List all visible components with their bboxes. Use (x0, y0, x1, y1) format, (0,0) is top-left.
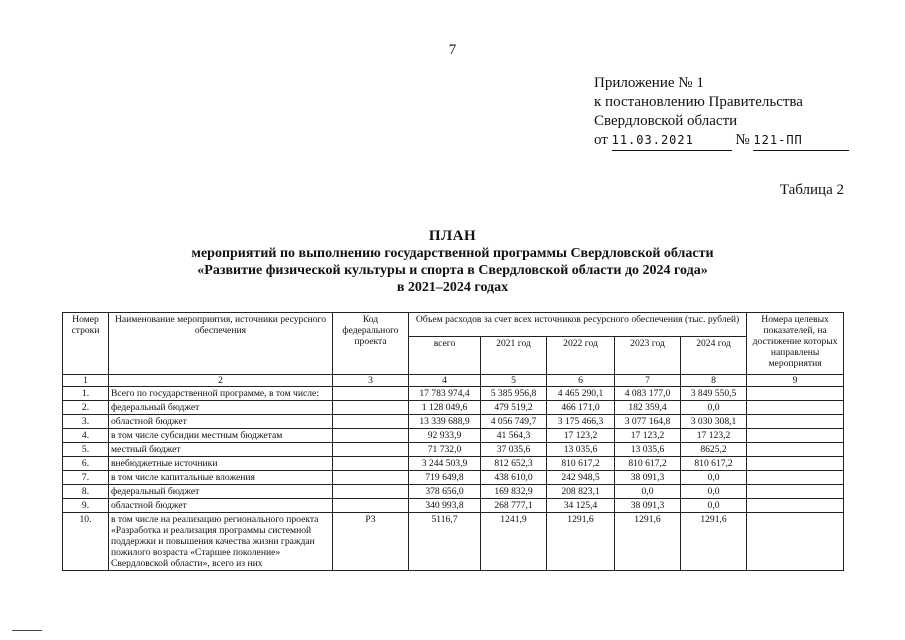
row-2021-cell: 438 610,0 (481, 471, 547, 485)
row-2021-cell: 41 564,3 (481, 429, 547, 443)
number-value: 121-ПП (753, 133, 803, 147)
row-total-cell: 5116,7 (409, 513, 481, 571)
row-number-cell: 5. (63, 443, 109, 457)
row-2022-cell: 17 123,2 (547, 429, 615, 443)
title-line-3: «Развитие физической культуры и спорта в Свердловской области до 2024 года» (197, 263, 708, 278)
page-edge-mark (12, 630, 42, 631)
row-name-cell: областной бюджет (109, 499, 333, 513)
row-number-cell: 10. (63, 513, 109, 571)
table-row (63, 485, 844, 499)
row-code-cell (333, 415, 409, 429)
row-2021-cell: 4 056 749,7 (481, 415, 547, 429)
header-2022: 2022 год (547, 337, 615, 375)
column-number: 7 (615, 375, 681, 387)
row-2024-cell: 0,0 (681, 485, 747, 499)
row-total-cell: 71 732,0 (409, 443, 481, 457)
row-2022-cell: 13 035,6 (547, 443, 615, 457)
header-code: Код федерального проекта (333, 313, 409, 375)
row-code-cell (333, 485, 409, 499)
row-targets-cell (747, 387, 844, 401)
row-2021-cell: 479 519,2 (481, 401, 547, 415)
row-name-cell: внебюджетные источники (109, 457, 333, 471)
appendix-block (594, 74, 849, 151)
column-number: 3 (333, 375, 409, 387)
header-2021: 2021 год (481, 337, 547, 375)
table-row (63, 415, 844, 429)
row-number-cell: 2. (63, 401, 109, 415)
row-2021-cell: 1241,9 (481, 513, 547, 571)
row-targets-cell (747, 443, 844, 457)
row-number-cell: 9. (63, 499, 109, 513)
row-number-cell: 3. (63, 415, 109, 429)
row-2022-cell: 3 175 466,3 (547, 415, 615, 429)
column-number: 6 (547, 375, 615, 387)
header-targets: Номера целевых показателей, на достижение которых направлены мероприятия (747, 313, 844, 375)
row-targets-cell (747, 471, 844, 485)
row-name-cell: федеральный бюджет (109, 401, 333, 415)
row-total-cell: 1 128 049,6 (409, 401, 481, 415)
column-number: 2 (109, 375, 333, 387)
row-number-cell: 8. (63, 485, 109, 499)
table-row (63, 457, 844, 471)
column-number: 9 (747, 375, 844, 387)
row-code-cell (333, 457, 409, 471)
row-code-cell (333, 471, 409, 485)
row-2023-cell: 182 359,4 (615, 401, 681, 415)
column-number: 8 (681, 375, 747, 387)
column-number: 1 (63, 375, 109, 387)
table-row (63, 513, 844, 571)
row-2023-cell: 810 617,2 (615, 457, 681, 471)
plan-table (62, 312, 844, 571)
table-row (63, 471, 844, 485)
row-2024-cell: 0,0 (681, 499, 747, 513)
row-targets-cell (747, 401, 844, 415)
row-2024-cell: 3 030 308,1 (681, 415, 747, 429)
row-2023-cell: 3 077 164,8 (615, 415, 681, 429)
row-code-cell (333, 401, 409, 415)
row-number-cell: 1. (63, 387, 109, 401)
row-name-cell: местный бюджет (109, 443, 333, 457)
row-total-cell: 719 649,8 (409, 471, 481, 485)
title-line-2: мероприятий по выполнению государственной программы Свердловской области (191, 246, 714, 261)
row-total-cell: 3 244 503,9 (409, 457, 481, 471)
row-targets-cell (747, 429, 844, 443)
row-name-cell: федеральный бюджет (109, 485, 333, 499)
date-prefix: от (594, 132, 608, 148)
title-main: ПЛАН (428, 228, 477, 244)
row-name-cell: областной бюджет (109, 415, 333, 429)
row-name-cell: в том числе капитальные вложения (109, 471, 333, 485)
row-targets-cell (747, 415, 844, 429)
row-2023-cell: 38 091,3 (615, 471, 681, 485)
row-2024-cell: 8625,2 (681, 443, 747, 457)
row-number-cell: 6. (63, 457, 109, 471)
header-name: Наименование мероприятия, источники ресурсного обеспечения (109, 313, 333, 375)
header-volume: Объем расходов за счет всех источников ресурсного обеспечения (тыс. рублей) (409, 313, 747, 337)
row-2024-cell: 810 617,2 (681, 457, 747, 471)
row-2021-cell: 169 832,9 (481, 485, 547, 499)
row-number-cell: 4. (63, 429, 109, 443)
table-row (63, 387, 844, 401)
row-name-cell: в том числе субсидии местным бюджетам (109, 429, 333, 443)
row-2021-cell: 812 652,3 (481, 457, 547, 471)
title-line-4: в 2021–2024 годах (396, 280, 509, 295)
appendix-title: Приложение № 1 (594, 75, 704, 91)
row-name-cell: Всего по государственной программе, в том числе: (109, 387, 333, 401)
column-number: 4 (409, 375, 481, 387)
column-numbers-row (63, 375, 844, 387)
row-total-cell: 378 656,0 (409, 485, 481, 499)
column-number: 5 (481, 375, 547, 387)
row-2021-cell: 5 385 956,8 (481, 387, 547, 401)
table-row (63, 499, 844, 513)
row-2024-cell: 17 123,2 (681, 429, 747, 443)
row-2023-cell: 1291,6 (615, 513, 681, 571)
row-targets-cell (747, 485, 844, 499)
row-targets-cell (747, 513, 844, 571)
page-number: 7 (448, 42, 457, 58)
row-code-cell (333, 499, 409, 513)
row-2024-cell: 0,0 (681, 471, 747, 485)
row-targets-cell (747, 499, 844, 513)
row-2023-cell: 17 123,2 (615, 429, 681, 443)
row-2024-cell: 3 849 550,5 (681, 387, 747, 401)
row-2023-cell: 38 091,3 (615, 499, 681, 513)
appendix-line-2: к постановлению Правительства (594, 94, 803, 110)
row-2024-cell: 1291,6 (681, 513, 747, 571)
row-code-cell (333, 443, 409, 457)
appendix-date-line (594, 131, 849, 151)
number-prefix: № (735, 132, 750, 148)
row-total-cell: 340 993,8 (409, 499, 481, 513)
row-2023-cell: 13 035,6 (615, 443, 681, 457)
row-2022-cell: 34 125,4 (547, 499, 615, 513)
table-row (63, 443, 844, 457)
row-2021-cell: 268 777,1 (481, 499, 547, 513)
header-total: всего (409, 337, 481, 375)
row-2022-cell: 466 171,0 (547, 401, 615, 415)
table-row (63, 429, 844, 443)
row-code-cell (333, 387, 409, 401)
row-2023-cell: 0,0 (615, 485, 681, 499)
date-value: 11.03.2021 (611, 133, 694, 147)
row-name-cell: в том числе на реализацию регионального проекта «Разработка и реализация программы системной поддержки и повышения качества жизни граждан пожилого возраста «Старшее поколение» Свердловской области», всего из них (109, 513, 333, 571)
row-code-cell (333, 429, 409, 443)
header-2024: 2024 год (681, 337, 747, 375)
row-2022-cell: 810 617,2 (547, 457, 615, 471)
row-targets-cell (747, 457, 844, 471)
row-total-cell: 92 933,9 (409, 429, 481, 443)
row-total-cell: 17 783 974,4 (409, 387, 481, 401)
table-label: Таблица 2 (779, 182, 844, 198)
row-code-cell: Р3 (333, 513, 409, 571)
row-2022-cell: 4 465 290,1 (547, 387, 615, 401)
row-2022-cell: 242 948,5 (547, 471, 615, 485)
row-2022-cell: 1291,6 (547, 513, 615, 571)
row-2024-cell: 0,0 (681, 401, 747, 415)
document-title (0, 228, 905, 296)
appendix-line-3: Свердловской области (594, 113, 738, 129)
row-2023-cell: 4 083 177,0 (615, 387, 681, 401)
row-total-cell: 13 339 688,9 (409, 415, 481, 429)
row-number-cell: 7. (63, 471, 109, 485)
header-row-number: Номер строки (63, 313, 109, 375)
table-row (63, 401, 844, 415)
header-2023: 2023 год (615, 337, 681, 375)
row-2021-cell: 37 035,6 (481, 443, 547, 457)
row-2022-cell: 208 823,1 (547, 485, 615, 499)
